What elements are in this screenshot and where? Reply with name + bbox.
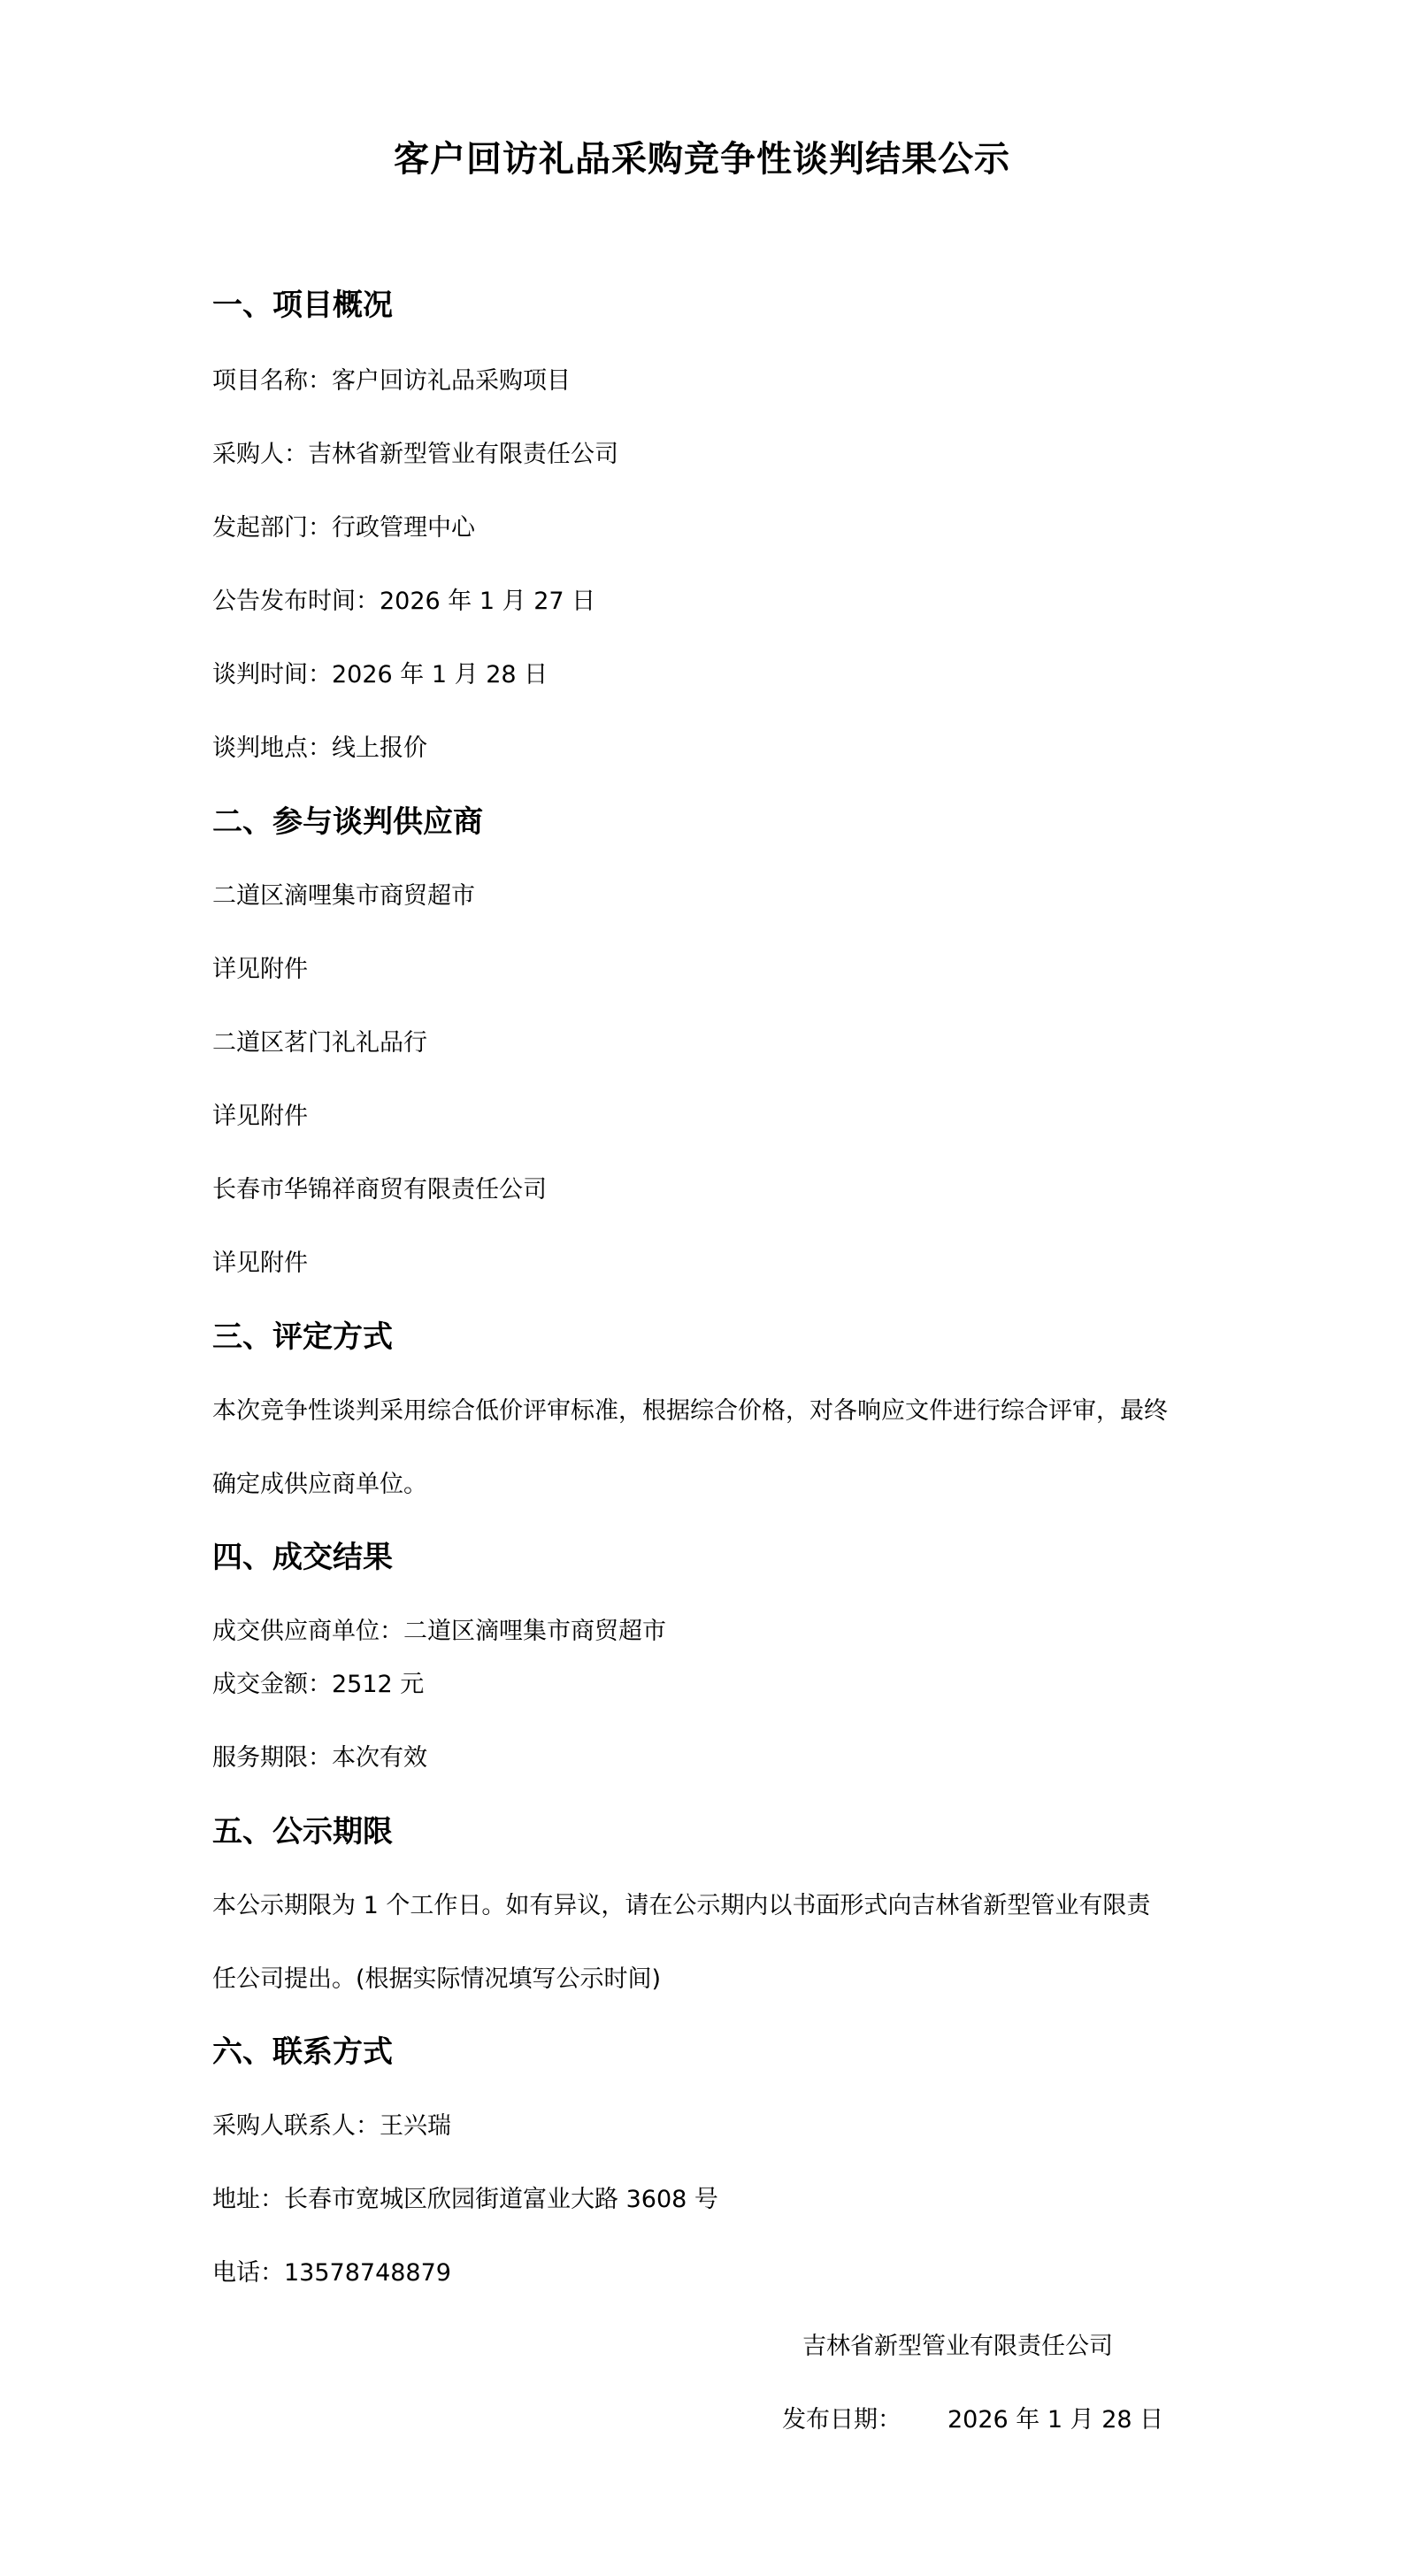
section-heading-deal-result: 四、成交结果 (212, 1540, 393, 1575)
section-heading-contact: 六、联系方式 (212, 2034, 393, 2070)
project-name-line: 项目名称：客户回访礼品采购项目 (212, 367, 571, 395)
section-heading-publicity-period: 五、公示期限 (212, 1814, 393, 1849)
signature-date (782, 2404, 1163, 2436)
deal-amount-line: 成交金额：2512 元 (212, 1671, 425, 1698)
department-line: 发起部门：行政管理中心 (212, 514, 475, 542)
winning-supplier-line: 成交供应商单位：二道区滴哩集市商贸超市 (212, 1618, 666, 1645)
publicity-text-line-1: 本公示期限为 1 个工作日。如有异议，请在公示期内以书面形式向吉林省新型管业有限责 (212, 1892, 1151, 1919)
date-value: 2026 年 1 月 28 日 (948, 2406, 1164, 2434)
phone-line: 电话：13578748879 (212, 2259, 451, 2287)
supplier-detail-note: 详见附件 (212, 1250, 308, 1277)
supplier-name: 长春市华锦祥商贸有限责任公司 (212, 1176, 547, 1203)
supplier-detail-note: 详见附件 (212, 956, 308, 983)
publish-time-line: 公告发布时间：2026 年 1 月 27 日 (212, 588, 596, 615)
negotiation-time-line: 谈判时间：2026 年 1 月 28 日 (212, 661, 549, 688)
negotiation-location-line: 谈判地点：线上报价 (212, 734, 427, 762)
evaluation-text-line-2: 确定成供应商单位。 (212, 1471, 427, 1498)
supplier-name: 二道区茗门礼礼品行 (212, 1029, 427, 1057)
section-heading-suppliers: 二、参与谈判供应商 (212, 804, 483, 840)
signature-company: 吉林省新型管业有限责任公司 (802, 2333, 1113, 2360)
supplier-name: 二道区滴哩集市商贸超市 (212, 882, 475, 910)
date-label: 发布日期： (782, 2406, 901, 2434)
address-line: 地址：长春市宽城区欣园街道富业大路 3608 号 (212, 2186, 718, 2213)
section-heading-project-overview: 一、项目概况 (212, 288, 393, 323)
publicity-text-line-2: 任公司提出。(根据实际情况填写公示时间) (212, 1965, 662, 1993)
supplier-detail-note: 详见附件 (212, 1103, 308, 1130)
contact-person-line: 采购人联系人：王兴瑞 (212, 2112, 451, 2140)
evaluation-text-line-1: 本次竞争性谈判采用综合低价评审标准，根据综合价格，对各响应文件进行综合评审，最终 (212, 1397, 1168, 1425)
document-title: 客户回访礼品采购竞争性谈判结果公示 (394, 139, 1010, 180)
purchaser-line: 采购人：吉林省新型管业有限责任公司 (212, 441, 618, 468)
service-period-line: 服务期限：本次有效 (212, 1744, 427, 1772)
section-heading-evaluation-method: 三、评定方式 (212, 1319, 393, 1355)
